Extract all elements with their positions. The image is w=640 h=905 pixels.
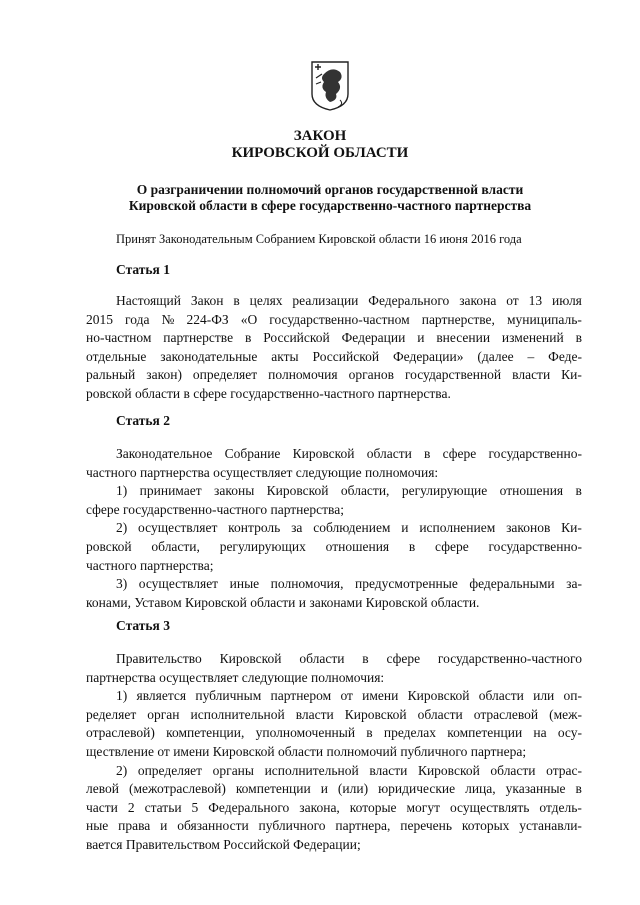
- word: компетенции,: [166, 725, 245, 741]
- text-line: [86, 311, 582, 330]
- word: законодательные: [160, 348, 258, 364]
- word: осу-: [557, 725, 582, 741]
- word: которые: [349, 799, 397, 815]
- word: государственной: [404, 367, 502, 383]
- word: Кировской: [417, 762, 480, 778]
- word: партнерстве: [163, 330, 234, 346]
- word: за-: [566, 576, 582, 592]
- word: Ки-: [561, 520, 582, 536]
- word: 2): [116, 762, 128, 778]
- word: орган: [147, 706, 180, 722]
- word: партнером: [270, 688, 332, 704]
- word: иные: [229, 576, 260, 592]
- word: определяет: [137, 762, 203, 778]
- word: которых: [461, 818, 510, 834]
- word: целях: [249, 293, 283, 308]
- article1-heading: Статья 1: [116, 262, 170, 277]
- word: Собрание: [224, 446, 281, 461]
- text-line: [86, 575, 582, 594]
- word: перечень: [400, 818, 453, 834]
- word: исполнительной: [264, 762, 359, 778]
- word: в: [424, 446, 431, 461]
- word: 2015: [86, 311, 113, 327]
- word: исполнением: [419, 520, 496, 536]
- word: 1): [116, 688, 128, 704]
- word: отношения: [325, 538, 390, 554]
- word: и: [320, 781, 328, 797]
- word: Российской: [312, 348, 380, 364]
- word: законы: [214, 483, 255, 499]
- text-line: [86, 687, 582, 706]
- word: или: [533, 688, 555, 704]
- word: компетенции: [447, 725, 523, 741]
- word: области,: [151, 538, 200, 554]
- word: Федерального: [208, 799, 290, 815]
- word: области: [417, 706, 463, 722]
- word: Кировской: [407, 688, 470, 704]
- word: области: [299, 651, 345, 666]
- word: левой: [86, 781, 119, 797]
- word: в: [362, 651, 369, 666]
- word: регулирующих: [219, 538, 306, 554]
- word: Правительство: [116, 651, 202, 666]
- word: от: [506, 293, 519, 308]
- word: органы: [212, 762, 254, 778]
- word: внесении: [436, 330, 491, 346]
- word: соблюдением: [313, 520, 391, 536]
- word: отрас-: [546, 762, 582, 778]
- word: ные: [86, 818, 109, 834]
- word: от: [340, 688, 353, 704]
- word: в: [575, 330, 582, 346]
- word: в: [233, 293, 240, 308]
- word: могут: [406, 799, 440, 815]
- word: определяет: [192, 367, 258, 383]
- word: (или): [337, 781, 369, 797]
- word: области: [478, 688, 524, 704]
- word: компетенции: [235, 781, 311, 797]
- word: государственно-: [488, 446, 582, 461]
- word: юридические: [378, 781, 456, 797]
- word: закон): [146, 367, 182, 383]
- word: (далее: [477, 348, 514, 364]
- word: Ки-: [561, 367, 582, 383]
- word: Федерации»: [392, 348, 464, 364]
- word: части: [86, 799, 118, 815]
- word: Законодательное: [116, 446, 213, 461]
- word: 1): [116, 483, 128, 499]
- word: публичным: [195, 688, 262, 704]
- word: 2: [127, 799, 135, 815]
- word: пределах: [383, 725, 437, 741]
- word: –: [527, 348, 535, 364]
- word: области,: [340, 483, 390, 499]
- word: партнерстве,: [421, 311, 495, 327]
- word: полномочия: [268, 367, 338, 383]
- word: Феде-: [548, 348, 582, 364]
- word: (межотраслевой): [128, 781, 226, 797]
- word: 224-ФЗ: [186, 311, 229, 327]
- word: «О: [240, 311, 258, 327]
- word: уполномоченный: [255, 725, 356, 741]
- text-line: [86, 762, 582, 781]
- word: контроль: [228, 520, 281, 536]
- word: статьи: [144, 799, 182, 815]
- law-subtitle: [60, 182, 600, 214]
- word: права: [118, 818, 151, 834]
- text-line: ровской области в сфере государственно-частного партнерства.: [86, 385, 451, 401]
- word: государственно-частного: [437, 651, 582, 666]
- word: отдель-: [539, 799, 582, 815]
- word: партнера,: [335, 818, 391, 834]
- word: закона,: [299, 799, 340, 815]
- word: сфере: [386, 651, 421, 666]
- word: имени: [362, 688, 399, 704]
- word: осуществлять: [449, 799, 530, 815]
- word: отдельные: [86, 348, 147, 364]
- word: ровской: [86, 538, 132, 554]
- text-line: частного партнерства осуществляет следующие полномочия:: [86, 464, 439, 480]
- text-line: [86, 799, 582, 818]
- word: Кировской: [292, 446, 355, 461]
- text-line: вается Правительством Российской Федерации;: [86, 836, 361, 852]
- word: обязанности: [177, 818, 249, 834]
- subtitle-line: О разграничении полномочий органов государственной власти: [136, 182, 524, 197]
- word: лица,: [465, 781, 496, 797]
- text-line: [86, 817, 582, 836]
- word: законов: [506, 520, 551, 536]
- word: закона: [459, 293, 497, 308]
- article2-body: [86, 445, 582, 612]
- text-line: [86, 445, 582, 464]
- text-line: [86, 329, 582, 348]
- word: устанавли-: [519, 818, 582, 834]
- word: государственно-частном: [269, 311, 410, 327]
- text-line: конами, Уставом Кировской области и законами Кировской области.: [86, 594, 480, 610]
- word: (меж-: [549, 706, 582, 722]
- article1-body: [86, 292, 582, 404]
- word: 13: [528, 293, 543, 308]
- article2-heading: Статья 2: [116, 413, 170, 428]
- word: в: [575, 483, 582, 499]
- word: полномочия,: [270, 576, 344, 592]
- text-line: [86, 482, 582, 501]
- text-line: [86, 519, 582, 538]
- text-line: партнерства осуществляет следующие полномочия:: [86, 669, 385, 685]
- text-line: [86, 724, 582, 743]
- word: отраслевой): [86, 725, 155, 741]
- word: регулирующие: [401, 483, 488, 499]
- word: ральный: [86, 367, 136, 383]
- word: 2): [116, 520, 128, 536]
- word: Закон: [190, 293, 224, 308]
- text-line: [86, 706, 582, 725]
- word: осуществляет: [138, 520, 218, 536]
- word: акты: [271, 348, 299, 364]
- word: в: [244, 330, 252, 346]
- text-line: [86, 650, 582, 669]
- word: публичного: [258, 818, 326, 834]
- word: года: [125, 311, 150, 327]
- word: Российской: [263, 330, 330, 346]
- word: и: [401, 520, 409, 536]
- text-line: [86, 366, 582, 385]
- word: в: [575, 781, 582, 797]
- word: власти: [295, 706, 334, 722]
- law-title-line2: КИРОВСКОЙ ОБЛАСТИ: [231, 145, 409, 161]
- word: Кировской: [344, 706, 407, 722]
- word: Кировской: [219, 651, 282, 666]
- text-line: [86, 292, 582, 311]
- word: 5: [191, 799, 199, 815]
- kirov-coat-of-arms-icon: [310, 60, 350, 112]
- word: на: [533, 725, 547, 741]
- word: Федерального: [368, 293, 450, 308]
- word: является: [136, 688, 187, 704]
- text-line: частного партнерства;: [86, 557, 214, 573]
- article3-heading: Статья 3: [116, 618, 170, 633]
- word: власти: [512, 367, 551, 383]
- text-line: ществление от имени Кировской области полномочий публичного партнера;: [86, 743, 527, 759]
- text-line: [86, 780, 582, 799]
- word: органов: [348, 367, 394, 383]
- word: Кировской: [266, 483, 329, 499]
- word: в: [366, 725, 373, 741]
- word: реализации: [292, 293, 359, 308]
- word: государственно-: [488, 538, 582, 554]
- law-title-line1: ЗАКОН: [293, 128, 347, 144]
- word: Настоящий: [116, 293, 182, 308]
- word: отношения: [499, 483, 564, 499]
- word: указанные: [505, 781, 566, 797]
- word: июля: [551, 293, 582, 308]
- word: оп-: [563, 688, 582, 704]
- text-line: [86, 538, 582, 557]
- word: в: [408, 538, 416, 554]
- word: и: [417, 330, 425, 346]
- word: за: [291, 520, 303, 536]
- word: отраслевой: [473, 706, 539, 722]
- word: 3): [116, 576, 128, 592]
- article3-body: [86, 650, 582, 855]
- word: исполнительной: [190, 706, 285, 722]
- word: власти: [369, 762, 408, 778]
- word: №: [161, 311, 175, 327]
- word: но-частном: [86, 330, 152, 346]
- word: муниципаль-: [506, 311, 582, 327]
- word: федеральными: [469, 576, 555, 592]
- word: сфере: [435, 538, 469, 554]
- word: предусмотренные: [355, 576, 458, 592]
- word: Федерации: [341, 330, 406, 346]
- word: изменений: [501, 330, 564, 346]
- word: и: [160, 818, 168, 834]
- text-line: сфере государственно-частного партнерства;: [86, 501, 344, 517]
- word: принимает: [139, 483, 202, 499]
- word: ределяет: [86, 706, 137, 722]
- word: области: [490, 762, 536, 778]
- text-line: [86, 348, 582, 367]
- adoption-note: Принят Законодательным Собранием Кировской области 16 июня 2016 года: [116, 232, 522, 246]
- word: сфере: [442, 446, 477, 461]
- word: осуществляет: [138, 576, 219, 592]
- subtitle-line: Кировской области в сфере государственно-частного партнерства: [128, 198, 532, 213]
- word: области: [366, 446, 412, 461]
